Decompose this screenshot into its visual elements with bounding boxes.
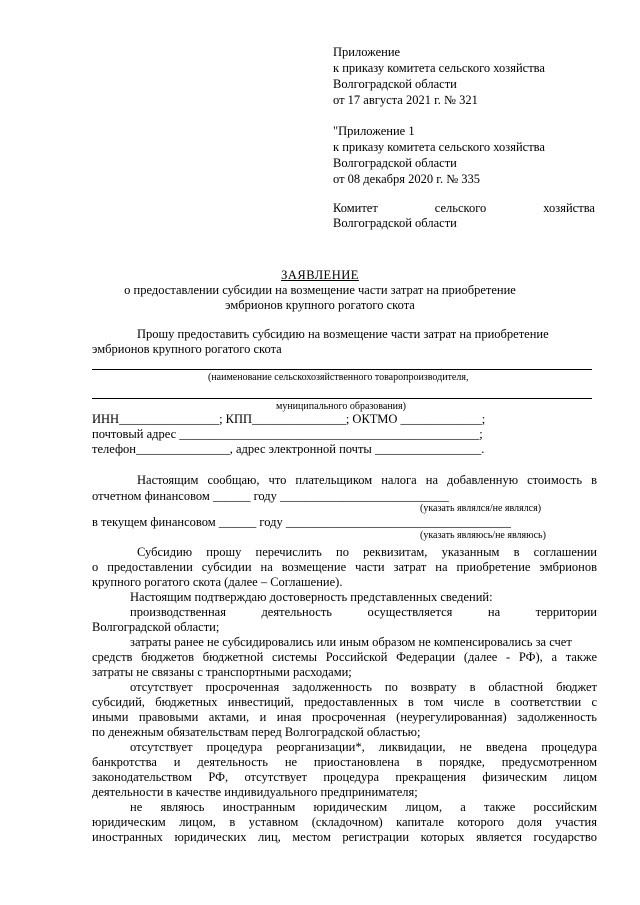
vat-line-2: отчетном финансовом ______ году ___________________________: [92, 489, 449, 503]
body-line-19: юридическим лицом, в уставном (складочном) капитале которого доля участия: [92, 815, 597, 829]
appendix1-line-2: к приказу комитета сельского хозяйства: [333, 140, 545, 154]
appendix-line-4: от 17 августа 2021 г. № 321: [333, 93, 478, 107]
body-line-1: Субсидию прошу перечислить по реквизитам, указанным в соглашении: [137, 545, 597, 559]
body-line-17: деятельности в качестве индивидуального предпринимателя;: [92, 785, 418, 799]
appendix-line-1: Приложение: [333, 45, 401, 59]
body-line-9: затраты не связаны с транспортными расходами;: [92, 665, 352, 679]
addressee-word-3: хозяйства: [543, 201, 595, 215]
body-line-4: Настоящим подтверждаю достоверность представленных сведений:: [130, 590, 493, 604]
body-line-10: отсутствует просроченная задолженность по возврату в областной бюджет: [130, 680, 597, 694]
municipality-fill-line: [92, 398, 592, 399]
body-line-2: о предоставлении субсидии на возмещение части затрат на приобретение эмбрионов: [92, 560, 597, 574]
addressee-line-2: Волгоградской области: [333, 216, 457, 230]
body-line-6: Волгоградской области;: [92, 620, 220, 634]
appendix1-line-1: "Приложение 1: [333, 124, 415, 138]
body-line-20: иностранных юридических лиц, местом регистрации которых является государство: [92, 830, 597, 844]
body-line-15: банкротства и деятельность не приостановлена в порядке, предусмотренном: [92, 755, 597, 769]
name-fill-line: [92, 369, 592, 370]
subtitle-line-2: эмбрионов крупного рогатого скота: [225, 298, 415, 312]
municipality-caption: муниципального образования): [276, 401, 406, 412]
inn-kpp-oktmo-line: ИНН________________; КПП_______________; ОКТМО _____________;: [92, 412, 486, 426]
body-line-3: крупного рогатого скота (далее – Соглашение).: [92, 575, 343, 589]
vat-line-1: Настоящим сообщаю, что плательщиком налога на добавленную стоимость в: [137, 473, 597, 487]
body-line-11: субсидий, бюджетных инвестиций, предоставленных в том числе в соответствии с: [92, 695, 597, 709]
body-line-16: законодательством РФ, отсутствует процедура прекращения физическим лицом: [92, 770, 597, 784]
body-line-5: производственная деятельность осуществляется на территории: [130, 605, 597, 619]
appendix1-line-3: Волгоградской области: [333, 156, 457, 170]
body-line-14: отсутствует процедура реорганизации*, ликвидации, не введена процедура: [130, 740, 597, 754]
vat-caption-2: (указать являюсь/не являюсь): [420, 530, 546, 541]
body-line-8: средств бюджетов бюджетной системы Российской Федерации (далее - РФ), а также: [92, 650, 597, 664]
body-line-13: по денежным обязательствам перед Волгоградской областью;: [92, 725, 421, 739]
subtitle-line-1: о предоставлении субсидии на возмещение части затрат на приобретение: [124, 283, 516, 297]
body-line-18: не являюсь иностранным юридическим лицом, а также российским: [130, 800, 597, 814]
vat-caption-1: (указать являлся/не являлся): [420, 503, 542, 514]
addressee-word-1: Комитет: [333, 201, 378, 215]
request-line-1: Прошу предоставить субсидию на возмещение части затрат на приобретение: [137, 327, 549, 341]
postal-address-line: почтовый адрес ________________________________________________;: [92, 427, 483, 441]
phone-email-line: телефон_______________, адрес электронной почты _________________.: [92, 442, 485, 456]
appendix-line-3: Волгоградской области: [333, 77, 457, 91]
body-line-12: иными правовыми актами, и иная просроченная (неурегулированная) задолженность: [92, 710, 597, 724]
name-caption: (наименование сельскохозяйственного товаропроизводителя,: [208, 372, 469, 383]
appendix1-line-4: от 08 декабря 2020 г. № 335: [333, 172, 481, 186]
addressee-word-2: сельского: [434, 201, 487, 215]
vat-line-3: в текущем финансовом ______ году ____________________________________: [92, 515, 511, 529]
addressee-line-1: [333, 201, 595, 216]
appendix-line-2: к приказу комитета сельского хозяйства: [333, 61, 545, 75]
body-line-7: затраты ранее не субсидировались или иным образом не компенсировались за счет: [130, 635, 572, 649]
request-line-2: эмбрионов крупного рогатого скота: [92, 342, 282, 356]
document-title: ЗАЯВЛЕНИЕ: [281, 268, 359, 282]
